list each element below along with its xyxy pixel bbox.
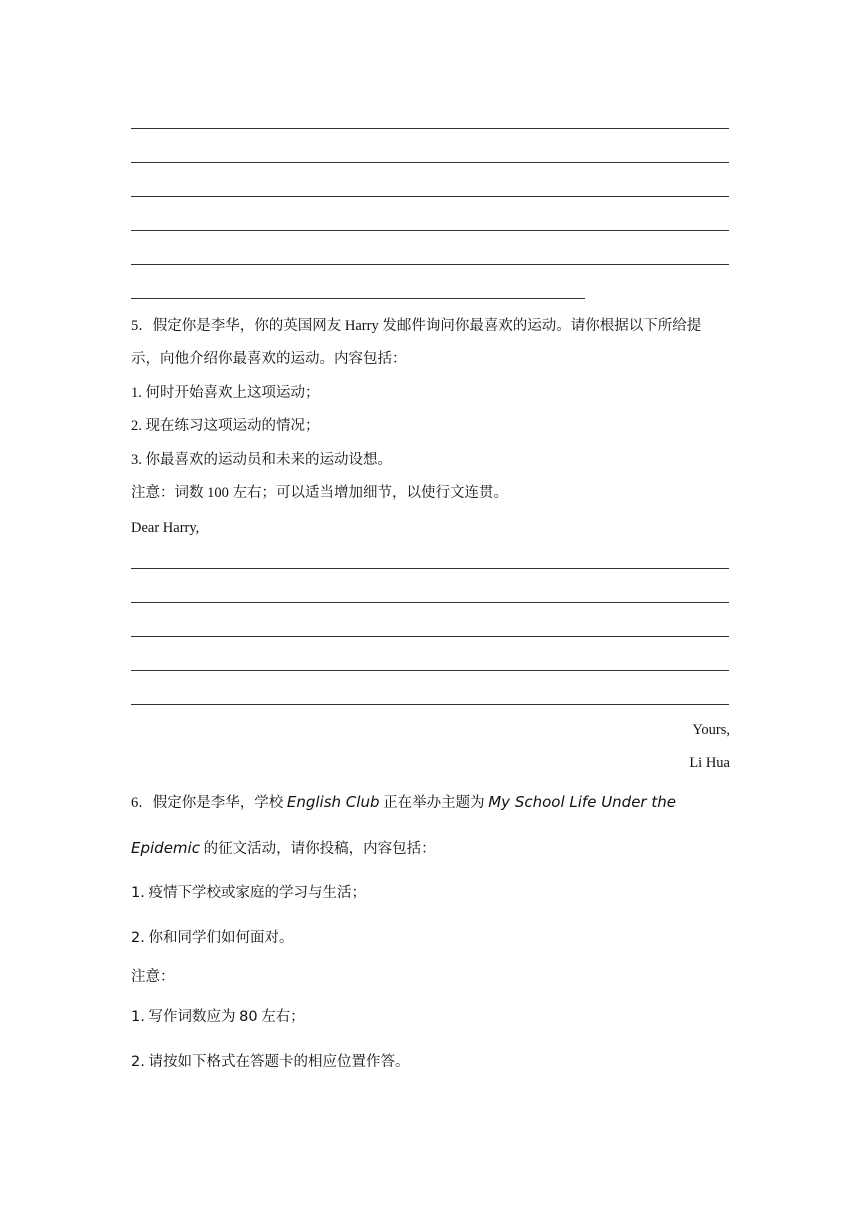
q6-note-2 bbox=[131, 1052, 409, 1072]
q5-signature: Li Hua bbox=[689, 755, 730, 771]
q6-line1-mid: 正在举办主题为 bbox=[379, 795, 489, 811]
q6-item-1-text: 疫情下学校或家庭的学习与生活； bbox=[144, 885, 366, 901]
answer-line bbox=[131, 128, 729, 129]
q6-line1 bbox=[131, 792, 676, 813]
q6-note-1 bbox=[131, 1007, 305, 1027]
q5-prompt-line1: 5．假定你是李华，你的英国网友 Harry 发邮件询问你最喜欢的运动。请你根据以下所给提 bbox=[131, 318, 702, 334]
answer-line bbox=[131, 636, 729, 637]
q6-note-1-pre: 写作词数应为 bbox=[144, 1009, 240, 1025]
q6-line1-prefix: 6．假定你是李华，学校 bbox=[131, 795, 287, 811]
q5-prompt-line2: 示，向他介绍你最喜欢的运动。内容包括： bbox=[131, 351, 407, 367]
q5-item-3: 3. 你最喜欢的运动员和未来的运动设想。 bbox=[131, 452, 392, 468]
q6-note-1-num: 1. bbox=[131, 1009, 145, 1025]
q6-note-1-count: 80 bbox=[239, 1009, 258, 1025]
q6-item-2 bbox=[131, 928, 293, 948]
q6-item-2-num: 2. bbox=[131, 930, 145, 946]
q6-note-2-num: 2. bbox=[131, 1054, 145, 1070]
answer-line bbox=[131, 602, 729, 603]
answer-line bbox=[131, 264, 729, 265]
q5-salutation: Dear Harry, bbox=[131, 520, 200, 536]
q5-item-2: 2. 现在练习这项运动的情况； bbox=[131, 418, 320, 434]
answer-line bbox=[131, 196, 729, 197]
q6-item-1-num: 1. bbox=[131, 885, 145, 901]
q5-closing: Yours, bbox=[692, 722, 730, 738]
answer-line bbox=[131, 230, 729, 231]
q6-line2-suffix: 的征文活动，请你投稿，内容包括： bbox=[199, 841, 436, 857]
answer-line-short bbox=[131, 298, 585, 299]
q5-note: 注意：词数 100 左右；可以适当增加细节，以使行文连贯。 bbox=[131, 485, 508, 501]
q6-theme-part2: Epidemic bbox=[131, 839, 200, 857]
q6-note-2-text: 请按如下格式在答题卡的相应位置作答。 bbox=[144, 1054, 410, 1070]
q5-item-1: 1. 何时开始喜欢上这项运动； bbox=[131, 385, 320, 401]
q6-item-1 bbox=[131, 883, 366, 903]
q6-item-2-text: 你和同学们如何面对。 bbox=[144, 930, 294, 946]
q6-club-name: English Club bbox=[286, 793, 380, 811]
q6-note-label: 注意： bbox=[131, 969, 175, 985]
q6-line2 bbox=[131, 838, 436, 859]
answer-line bbox=[131, 162, 729, 163]
q6-note-1-post: 左右； bbox=[257, 1009, 305, 1025]
q6-theme-part1: My School Life Under the bbox=[488, 793, 676, 811]
answer-line bbox=[131, 568, 729, 569]
answer-line bbox=[131, 704, 729, 705]
answer-line bbox=[131, 670, 729, 671]
